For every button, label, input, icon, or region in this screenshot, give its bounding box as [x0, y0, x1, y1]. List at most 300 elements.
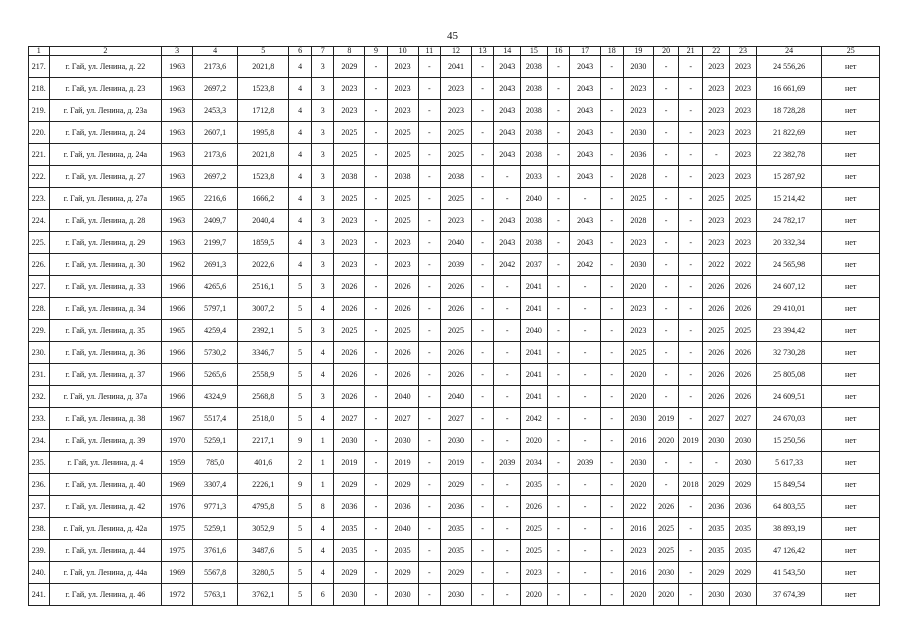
table-cell: нет — [822, 342, 880, 364]
table-cell: 9 — [289, 474, 312, 496]
table-cell: 2040 — [441, 232, 472, 254]
table-cell: - — [600, 166, 623, 188]
table-cell: 2025 — [441, 122, 472, 144]
table-cell: - — [547, 276, 570, 298]
table-cell: - — [471, 452, 494, 474]
table-cell: 1963 — [162, 100, 193, 122]
table-cell: 2035 — [441, 540, 472, 562]
table-cell: нет — [822, 276, 880, 298]
column-number-cell: 16 — [547, 47, 570, 56]
table-cell: - — [570, 562, 601, 584]
table-cell: 3 — [311, 100, 334, 122]
table-cell: 3280,5 — [238, 562, 289, 584]
table-cell: - — [471, 518, 494, 540]
table-cell: - — [494, 518, 521, 540]
table-cell: 2026 — [334, 342, 365, 364]
table-cell: 2020 — [623, 584, 654, 606]
table-cell: 2036 — [441, 496, 472, 518]
address-cell: г. Гай, ул. Ленина, д. 4 — [49, 452, 162, 474]
table-cell: 238. — [29, 518, 50, 540]
table-cell: 2027 — [730, 408, 757, 430]
table-cell: 2020 — [623, 364, 654, 386]
table-cell: 1963 — [162, 210, 193, 232]
table-cell: - — [600, 276, 623, 298]
table-cell: - — [418, 56, 441, 78]
table-cell: 2023 — [623, 232, 654, 254]
table-cell: - — [418, 254, 441, 276]
table-cell: - — [547, 540, 570, 562]
column-number-cell: 14 — [494, 47, 521, 56]
cost-cell: 15 287,92 — [756, 166, 822, 188]
table-cell: - — [365, 122, 388, 144]
table-cell: - — [570, 474, 601, 496]
table-cell: 3052,9 — [238, 518, 289, 540]
table-cell: 2030 — [730, 584, 757, 606]
table-cell: - — [678, 144, 703, 166]
table-cell: 2026 — [730, 386, 757, 408]
cost-cell: 24 607,12 — [756, 276, 822, 298]
table-cell: 240. — [29, 562, 50, 584]
table-cell: - — [600, 386, 623, 408]
table-cell: - — [365, 276, 388, 298]
table-cell: 222. — [29, 166, 50, 188]
table-cell: - — [365, 584, 388, 606]
table-cell: 236. — [29, 474, 50, 496]
table-cell: - — [365, 298, 388, 320]
table-cell: - — [547, 408, 570, 430]
cost-cell: 24 565,98 — [756, 254, 822, 276]
table-cell: 2042 — [570, 254, 601, 276]
table-cell: - — [654, 452, 679, 474]
table-cell: 2025 — [387, 320, 418, 342]
table-cell: 227. — [29, 276, 50, 298]
table-cell: 2043 — [570, 56, 601, 78]
table-cell: 401,6 — [238, 452, 289, 474]
table-cell: 2025 — [654, 540, 679, 562]
table-cell: 2023 — [334, 232, 365, 254]
address-cell: г. Гай, ул. Ленина, д. 30 — [49, 254, 162, 276]
table-cell: - — [678, 254, 703, 276]
table-cell: - — [418, 584, 441, 606]
address-cell: г. Гай, ул. Ленина, д. 22 — [49, 56, 162, 78]
table-cell: 2022,6 — [238, 254, 289, 276]
table-cell: - — [678, 166, 703, 188]
column-number-cell: 9 — [365, 47, 388, 56]
table-cell: 2026 — [334, 364, 365, 386]
table-cell: 2025 — [703, 188, 730, 210]
table-cell: 5730,2 — [193, 342, 238, 364]
table-cell: - — [600, 320, 623, 342]
table-cell: - — [600, 452, 623, 474]
table-cell: 9 — [289, 430, 312, 452]
column-number-cell: 11 — [418, 47, 441, 56]
table-cell: 2025 — [334, 320, 365, 342]
table-cell: - — [471, 496, 494, 518]
table-cell: - — [494, 298, 521, 320]
table-cell: 1970 — [162, 430, 193, 452]
table-cell: нет — [822, 78, 880, 100]
table-row — [29, 166, 880, 188]
table-cell: 2042 — [494, 254, 521, 276]
cost-cell: 24 670,03 — [756, 408, 822, 430]
table-cell: 2043 — [494, 56, 521, 78]
table-cell: 2023 — [441, 210, 472, 232]
table-cell: - — [418, 144, 441, 166]
table-cell: - — [570, 518, 601, 540]
table-cell: 2041 — [521, 364, 548, 386]
table-cell: 9771,3 — [193, 496, 238, 518]
table-row — [29, 584, 880, 606]
table-cell: - — [418, 540, 441, 562]
table-cell: 2029 — [441, 562, 472, 584]
table-cell: 2030 — [334, 430, 365, 452]
table-cell: 2453,3 — [193, 100, 238, 122]
table-cell: 2029 — [334, 474, 365, 496]
table-cell: - — [654, 232, 679, 254]
table-cell: - — [494, 364, 521, 386]
table-cell: - — [365, 100, 388, 122]
table-cell: 2026 — [441, 364, 472, 386]
table-cell: 2019 — [654, 408, 679, 430]
table-cell: 2029 — [703, 562, 730, 584]
table-cell: нет — [822, 210, 880, 232]
table-cell: 221. — [29, 144, 50, 166]
table-cell: 218. — [29, 78, 50, 100]
table-cell: 2558,9 — [238, 364, 289, 386]
table-cell: 2033 — [521, 166, 548, 188]
table-cell: 2042 — [521, 408, 548, 430]
table-cell: - — [471, 562, 494, 584]
table-cell: 2023 — [730, 144, 757, 166]
cost-cell: 47 126,42 — [756, 540, 822, 562]
table-cell: 2040 — [521, 320, 548, 342]
table-cell: 2025 — [441, 188, 472, 210]
table-cell: - — [471, 122, 494, 144]
table-cell: - — [418, 320, 441, 342]
table-cell: - — [471, 540, 494, 562]
table-cell: 4 — [289, 166, 312, 188]
table-cell: - — [678, 584, 703, 606]
table-cell: - — [600, 232, 623, 254]
table-cell: 4 — [289, 232, 312, 254]
table-cell: 2025 — [703, 320, 730, 342]
table-cell: - — [570, 386, 601, 408]
table-cell: 3761,6 — [193, 540, 238, 562]
table-cell: 4 — [289, 254, 312, 276]
address-cell: г. Гай, ул. Ленина, д. 29 — [49, 232, 162, 254]
table-cell: - — [654, 342, 679, 364]
table-cell: 2038 — [387, 166, 418, 188]
column-number-cell: 13 — [471, 47, 494, 56]
table-cell: 2035 — [334, 540, 365, 562]
table-cell: 5 — [289, 408, 312, 430]
table-cell: - — [418, 518, 441, 540]
table-cell: 1969 — [162, 562, 193, 584]
table-cell: 2041 — [521, 276, 548, 298]
table-cell: - — [570, 540, 601, 562]
table-cell: 3 — [311, 166, 334, 188]
table-cell: - — [365, 496, 388, 518]
column-number-cell: 22 — [703, 47, 730, 56]
table-row — [29, 562, 880, 584]
table-cell: 2025 — [521, 540, 548, 562]
table-cell: 2026 — [703, 298, 730, 320]
table-cell: - — [494, 276, 521, 298]
table-cell: 2023 — [334, 78, 365, 100]
table-cell: 2023 — [334, 100, 365, 122]
table-cell: 4324,9 — [193, 386, 238, 408]
table-cell: 235. — [29, 452, 50, 474]
table-cell: 2025 — [334, 144, 365, 166]
table-cell: - — [494, 430, 521, 452]
cost-cell: 22 382,78 — [756, 144, 822, 166]
table-cell: 785,0 — [193, 452, 238, 474]
table-cell: 2040 — [387, 518, 418, 540]
table-cell: 223. — [29, 188, 50, 210]
table-cell: 3762,1 — [238, 584, 289, 606]
table-cell: 4 — [311, 342, 334, 364]
table-cell: - — [365, 474, 388, 496]
table-cell: 228. — [29, 298, 50, 320]
table-cell: - — [365, 386, 388, 408]
table-cell: 1712,8 — [238, 100, 289, 122]
table-cell: 2029 — [703, 474, 730, 496]
table-cell: - — [570, 276, 601, 298]
cost-cell: 25 805,08 — [756, 364, 822, 386]
table-cell: - — [547, 496, 570, 518]
address-cell: г. Гай, ул. Ленина, д. 23а — [49, 100, 162, 122]
table-cell: 5517,4 — [193, 408, 238, 430]
table-cell: - — [570, 430, 601, 452]
table-cell: 2020 — [623, 474, 654, 496]
table-cell: 2023 — [623, 540, 654, 562]
table-cell: - — [418, 188, 441, 210]
table-cell: 5567,8 — [193, 562, 238, 584]
table-cell: 1666,2 — [238, 188, 289, 210]
table-cell: 2026 — [387, 276, 418, 298]
table-cell: 5797,1 — [193, 298, 238, 320]
table-cell: 2043 — [570, 144, 601, 166]
table-cell: - — [654, 254, 679, 276]
table-cell: 1966 — [162, 386, 193, 408]
table-cell: - — [471, 584, 494, 606]
table-cell: - — [418, 122, 441, 144]
table-row — [29, 210, 880, 232]
table-cell: нет — [822, 144, 880, 166]
table-cell: 2026 — [730, 276, 757, 298]
address-cell: г. Гай, ул. Ленина, д. 39 — [49, 430, 162, 452]
table-cell: 1963 — [162, 78, 193, 100]
table-body — [29, 47, 880, 606]
table-cell: 2030 — [623, 408, 654, 430]
table-cell: нет — [822, 320, 880, 342]
table-cell: - — [365, 562, 388, 584]
table-cell: 2020 — [623, 386, 654, 408]
table-cell: - — [365, 408, 388, 430]
table-cell: 2036 — [703, 496, 730, 518]
table-cell: 2043 — [494, 210, 521, 232]
table-cell: 3 — [311, 188, 334, 210]
table-cell: нет — [822, 408, 880, 430]
table-cell: 2025 — [623, 188, 654, 210]
table-cell: 2035 — [334, 518, 365, 540]
table-cell: - — [654, 364, 679, 386]
table-cell: - — [418, 452, 441, 474]
table-cell: 6 — [311, 584, 334, 606]
table-cell: - — [365, 342, 388, 364]
column-number-cell: 6 — [289, 47, 312, 56]
table-cell: 8 — [311, 496, 334, 518]
column-number-cell: 3 — [162, 47, 193, 56]
table-cell: 237. — [29, 496, 50, 518]
cost-cell: 41 543,50 — [756, 562, 822, 584]
table-cell: - — [418, 210, 441, 232]
table-cell: 2035 — [387, 540, 418, 562]
table-cell: - — [365, 452, 388, 474]
cost-cell: 24 609,51 — [756, 386, 822, 408]
table-cell: 5 — [289, 562, 312, 584]
table-cell: 2691,3 — [193, 254, 238, 276]
table-row — [29, 408, 880, 430]
table-cell: 3 — [311, 276, 334, 298]
table-cell: - — [570, 408, 601, 430]
table-cell: 2026 — [387, 364, 418, 386]
table-cell: 2025 — [730, 320, 757, 342]
table-cell: 217. — [29, 56, 50, 78]
table-cell: - — [600, 430, 623, 452]
table-cell: - — [365, 232, 388, 254]
table-cell: нет — [822, 540, 880, 562]
table-cell: - — [654, 474, 679, 496]
table-cell: 2217,1 — [238, 430, 289, 452]
table-cell: 2028 — [623, 210, 654, 232]
table-cell: 2027 — [441, 408, 472, 430]
table-cell: - — [547, 122, 570, 144]
table-cell: 5259,1 — [193, 518, 238, 540]
table-cell: 230. — [29, 342, 50, 364]
table-cell: 2035 — [441, 518, 472, 540]
table-cell: 2226,1 — [238, 474, 289, 496]
table-cell: 2041 — [521, 298, 548, 320]
table-cell: 2034 — [521, 452, 548, 474]
address-cell: г. Гай, ул. Ленина, д. 37а — [49, 386, 162, 408]
table-cell: нет — [822, 232, 880, 254]
table-cell: 2038 — [521, 210, 548, 232]
table-cell: 4 — [311, 562, 334, 584]
table-cell: 2023 — [730, 78, 757, 100]
table-cell: 2029 — [334, 562, 365, 584]
table-cell: - — [678, 562, 703, 584]
table-cell: 2036 — [623, 144, 654, 166]
table-cell: - — [418, 166, 441, 188]
table-cell: 4 — [289, 188, 312, 210]
address-cell: г. Гай, ул. Ленина, д. 38 — [49, 408, 162, 430]
table-cell: - — [654, 298, 679, 320]
table-cell: - — [471, 298, 494, 320]
table-row — [29, 276, 880, 298]
column-number-cell: 25 — [822, 47, 880, 56]
table-cell: 2025 — [387, 210, 418, 232]
table-cell: - — [365, 430, 388, 452]
table-cell: 2026 — [387, 298, 418, 320]
table-cell: - — [418, 430, 441, 452]
column-number-cell: 23 — [730, 47, 757, 56]
table-cell: 241. — [29, 584, 50, 606]
address-cell: г. Гай, ул. Ленина, д. 34 — [49, 298, 162, 320]
table-cell: 220. — [29, 122, 50, 144]
table-cell: - — [471, 144, 494, 166]
table-cell: 1963 — [162, 144, 193, 166]
table-cell: 3 — [311, 56, 334, 78]
table-cell: 2026 — [521, 496, 548, 518]
table-cell: 2030 — [441, 430, 472, 452]
table-cell: 3 — [311, 78, 334, 100]
table-cell: 1 — [311, 452, 334, 474]
table-cell: 1963 — [162, 56, 193, 78]
table-cell: - — [418, 496, 441, 518]
table-cell: 1965 — [162, 320, 193, 342]
table-cell: 2023 — [334, 254, 365, 276]
table-row — [29, 474, 880, 496]
table-cell: - — [471, 56, 494, 78]
table-cell: 5265,6 — [193, 364, 238, 386]
table-cell: 1 — [311, 430, 334, 452]
table-cell: - — [654, 56, 679, 78]
table-cell: - — [494, 496, 521, 518]
column-number-cell: 12 — [441, 47, 472, 56]
table-cell: 4 — [311, 518, 334, 540]
table-cell: 3346,7 — [238, 342, 289, 364]
table-cell: 2030 — [334, 584, 365, 606]
table-cell: 2040 — [387, 386, 418, 408]
table-cell: 1963 — [162, 166, 193, 188]
table-cell: - — [600, 540, 623, 562]
table-cell: 2023 — [387, 254, 418, 276]
table-cell: 2026 — [703, 342, 730, 364]
table-cell: - — [703, 452, 730, 474]
table-row — [29, 144, 880, 166]
table-cell: 2040 — [521, 188, 548, 210]
column-number-row — [29, 47, 880, 56]
table-cell: 2029 — [730, 474, 757, 496]
table-row — [29, 452, 880, 474]
table-cell: 233. — [29, 408, 50, 430]
table-cell: нет — [822, 562, 880, 584]
table-cell: нет — [822, 364, 880, 386]
cost-cell: 18 728,28 — [756, 100, 822, 122]
table-cell: - — [547, 320, 570, 342]
table-cell: 1859,5 — [238, 232, 289, 254]
table-cell: 231. — [29, 364, 50, 386]
table-cell: 3 — [311, 122, 334, 144]
table-cell: 2023 — [703, 210, 730, 232]
table-cell: - — [600, 188, 623, 210]
table-cell: - — [600, 100, 623, 122]
table-cell: 2036 — [730, 496, 757, 518]
table-cell: - — [365, 518, 388, 540]
table-cell: - — [547, 386, 570, 408]
table-cell: 2409,7 — [193, 210, 238, 232]
table-cell: - — [654, 100, 679, 122]
column-number-cell: 10 — [387, 47, 418, 56]
table-cell: 1523,8 — [238, 78, 289, 100]
table-cell: - — [547, 232, 570, 254]
cost-cell: 15 849,54 — [756, 474, 822, 496]
table-cell: 2026 — [441, 298, 472, 320]
table-cell: 2040 — [441, 386, 472, 408]
table-cell: 2025 — [730, 188, 757, 210]
table-row — [29, 100, 880, 122]
